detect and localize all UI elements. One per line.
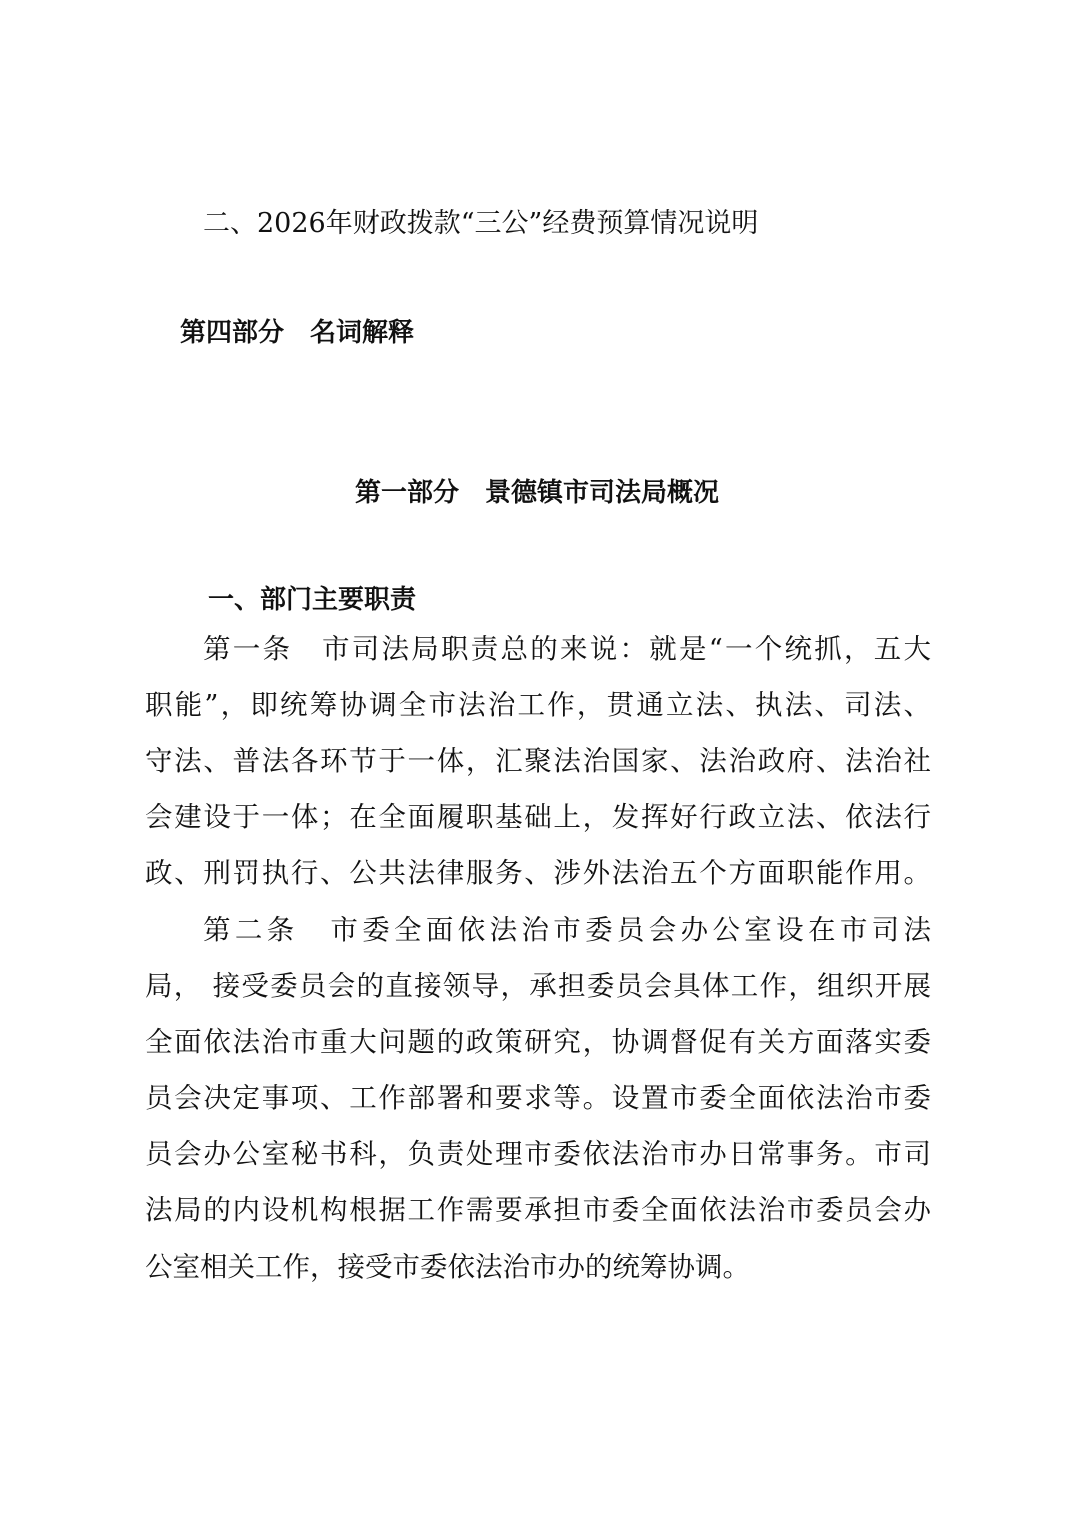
part-title: 第一部分 景德镇市司法局概况 — [355, 478, 720, 508]
paragraph-line: 职能”，即统筹协调全市法治工作，贯通立法、执法、司法、 — [145, 689, 931, 721]
paragraph-line: 第二条 市委全面依法治市委员会办公室设在市司法 — [203, 914, 931, 946]
paragraph-line: 法局的内设机构根据工作需要承担市委全面依法治市委员会办 — [145, 1194, 931, 1226]
paragraph-line: 全面依法治市重大问题的政策研究，协调督促有关方面落实委 — [145, 1026, 931, 1058]
toc-item-part-four-glossary: 第四部分 名词解释 — [180, 318, 415, 348]
paragraph-line: 公室相关工作，接受市委依法治市办的统筹协调。 — [145, 1251, 750, 1283]
paragraph-line: 第一条 市司法局职责总的来说：就是“一个统抓，五大 — [203, 633, 931, 665]
paragraph-line: 员会决定事项、工作部署和要求等。设置市委全面依法治市委 — [145, 1082, 931, 1114]
paragraph-line: 局， 接受委员会的直接领导，承担委员会具体工作，组织开展 — [145, 970, 931, 1002]
paragraph-line: 员会办公室秘书科，负责处理市委依法治市办日常事务。市司 — [145, 1138, 931, 1170]
paragraph-line: 守法、普法各环节于一体，汇聚法治国家、法治政府、法治社 — [145, 745, 931, 777]
toc-item-three-public-expenses: 二、2026年财政拨款“三公”经费预算情况说明 — [203, 208, 759, 239]
paragraph-line: 会建设于一体；在全面履职基础上，发挥好行政立法、依法行 — [145, 801, 931, 833]
section-heading: 一、部门主要职责 — [208, 585, 417, 615]
paragraph-line: 政、刑罚执行、公共法律服务、涉外法治五个方面职能作用。 — [145, 857, 931, 889]
